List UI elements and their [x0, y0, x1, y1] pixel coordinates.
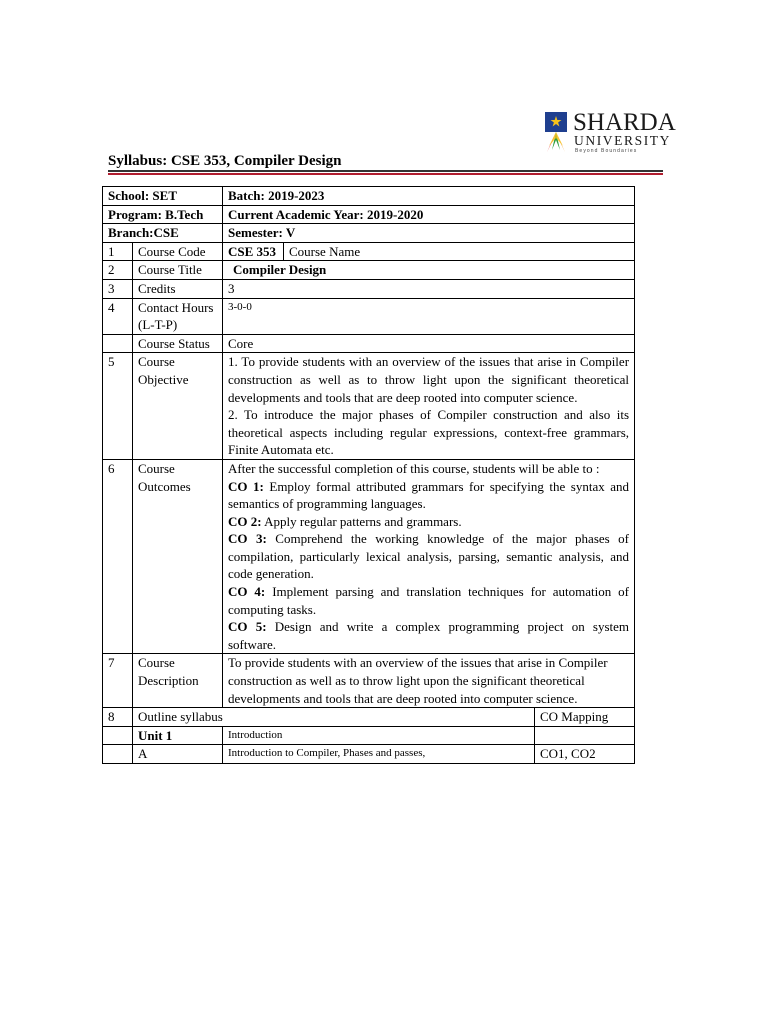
table-row [103, 334, 635, 353]
course-code-label: Course Code [133, 242, 223, 261]
outcome-code: CO 3: [228, 531, 267, 547]
table-row [103, 745, 635, 764]
topic-text: Introduction to Compiler, Phases and passes, [223, 745, 535, 764]
syllabus-table [102, 186, 635, 764]
semester-cell: Semester: V [223, 224, 635, 243]
title-rule-dark [108, 170, 663, 172]
logo-tagline: Beyond Boundaries [575, 148, 638, 154]
row-number: 3 [103, 279, 133, 298]
table-row [103, 205, 635, 224]
co-mapping-header: CO Mapping [535, 708, 635, 727]
course-outcomes-value [223, 459, 635, 654]
course-status-label: Course Status [133, 334, 223, 353]
objective-paragraph: 1. To provide students with an overview of the issues that arise in Compiler construction as well as to throw light upon the significant theoretical developments and tools that are deep rooted into computer science. [228, 354, 630, 405]
row-number: 6 [103, 459, 133, 654]
outline-label: Outline syllabus [133, 708, 535, 727]
outcome-item [228, 478, 629, 513]
outcomes-intro: After the successful completion of this course, students will be able to : [228, 460, 600, 476]
academic-year-cell: Current Academic Year: 2019-2020 [223, 205, 635, 224]
outcome-code: CO 4: [228, 584, 266, 600]
table-row [103, 353, 635, 460]
contact-hours-label: Contact Hours (L-T-P) [133, 298, 223, 334]
course-status-value: Core [223, 334, 635, 353]
outcome-code: CO 5: [228, 619, 267, 635]
batch-cell: Batch: 2019-2023 [223, 187, 635, 206]
branch-cell: Branch:CSE [103, 224, 223, 243]
outcome-text: Design and write a complex programming project on system software. [228, 619, 630, 652]
row-number: 8 [103, 708, 133, 727]
title-rule-red [108, 173, 663, 175]
course-objective-value [223, 353, 635, 460]
contact-hours-value: 3-0-0 [223, 298, 635, 334]
row-number: 7 [103, 654, 133, 708]
row-number: 2 [103, 261, 133, 280]
unit-co-empty [535, 726, 635, 745]
table-row [103, 242, 635, 261]
row-number: 5 [103, 353, 133, 460]
row-number: 1 [103, 242, 133, 261]
outcome-code: CO 1: [228, 478, 264, 494]
course-code-value: CSE 353 [223, 242, 284, 261]
logo-wordmark-university: UNIVERSITY [574, 133, 671, 148]
table-row [103, 279, 635, 298]
table-row [103, 298, 635, 334]
program-cell: Program: B.Tech [103, 205, 223, 224]
table-row [103, 708, 635, 727]
unit-title: Introduction [223, 726, 535, 745]
course-title-value: Compiler Design [223, 261, 635, 280]
table-row [103, 654, 635, 708]
outcome-item [228, 530, 629, 583]
outcome-code: CO 2: [228, 513, 262, 529]
university-logo [543, 109, 676, 156]
course-objective-label: Course Objective [133, 353, 223, 460]
row-number-empty [103, 334, 133, 353]
row-number-empty [103, 745, 133, 764]
credits-label: Credits [133, 279, 223, 298]
outcome-text: Apply regular patterns and grammars. [261, 513, 462, 529]
outcome-item [228, 618, 629, 653]
table-row [103, 459, 635, 654]
row-number: 4 [103, 298, 133, 334]
objective-paragraph: 2. To introduce the major phases of Compiler construction and also its theoretical aspects including regular expressions, context-free grammars, Finite Automata etc. [228, 407, 630, 458]
logo-emblem-icon [543, 110, 569, 154]
topic-co-mapping: CO1, CO2 [535, 745, 635, 764]
page-title: Syllabus: CSE 353, Compiler Design [108, 153, 342, 169]
table-row [103, 224, 635, 243]
outcome-text: Comprehend the working knowledge of the major phases of compilation, particularly lexical analysis, parsing, semantic analysis, and code generation. [228, 531, 630, 582]
course-outcomes-label: Course Outcomes [133, 459, 223, 654]
course-description-value: To provide students with an overview of the issues that arise in Compiler construction as well as to throw light upon the significant theoretical developments and tools that are deep rooted into computer science. [223, 654, 635, 708]
outcome-item [228, 583, 629, 618]
course-description-label: Course Description [133, 654, 223, 708]
unit-label: Unit 1 [133, 726, 223, 745]
outcome-text: Implement parsing and translation techniques for automation of computing tasks. [228, 584, 630, 617]
table-row [103, 261, 635, 280]
outcome-item [228, 513, 629, 531]
topic-id: A [133, 745, 223, 764]
course-name-label: Course Name [284, 242, 635, 261]
school-cell: School: SET [103, 187, 223, 206]
row-number-empty [103, 726, 133, 745]
table-row [103, 726, 635, 745]
outcome-text: Employ formal attributed grammars for specifying the syntax and semantics of programming languages. [228, 478, 630, 512]
credits-value: 3 [223, 279, 635, 298]
table-row [103, 187, 635, 206]
logo-wordmark-sharda: SHARDA [573, 109, 676, 136]
course-title-label: Course Title [133, 261, 223, 280]
